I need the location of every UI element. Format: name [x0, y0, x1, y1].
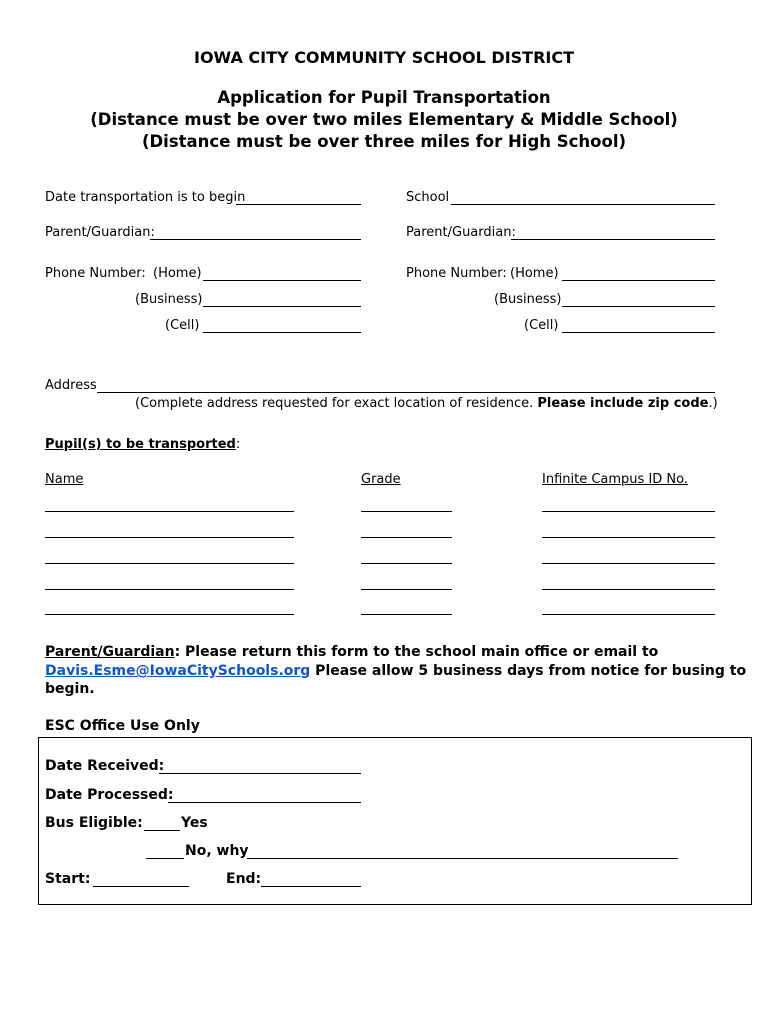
pupil-name-field[interactable] — [45, 614, 294, 615]
form-title: Application for Pupil Transportation — [217, 88, 551, 107]
bus-eligible-yes-field[interactable] — [144, 830, 180, 831]
address-note-zip: Please include zip code — [537, 396, 709, 411]
pupil-grade-field[interactable] — [361, 511, 452, 512]
return-note-line3: begin. — [45, 681, 95, 697]
end-label: End: — [226, 871, 262, 887]
start-field[interactable] — [93, 886, 189, 887]
date-processed-label: Date Processed: — [45, 787, 174, 803]
home-phone-label-right: (Home) — [510, 266, 559, 281]
parent-guardian-label-left: Parent/Guardian: — [45, 225, 155, 240]
address-field[interactable] — [97, 392, 715, 393]
return-note-text1: : Please return this form to the school main office or email to — [174, 644, 659, 660]
phone-number-label-left: Phone Number: — [45, 266, 146, 281]
cell-phone-field-left[interactable] — [203, 332, 361, 333]
pupil-id-field[interactable] — [542, 563, 715, 564]
parent-guardian-label-right: Parent/Guardian: — [406, 225, 516, 240]
date-begin-label: Date transportation is to begin — [45, 190, 246, 205]
pupil-grade-field[interactable] — [361, 537, 452, 538]
pupils-heading-colon: : — [235, 437, 241, 452]
form-subtitle-elementary: (Distance must be over two miles Elementary & Middle School) — [90, 110, 678, 129]
date-received-field[interactable] — [159, 773, 361, 774]
yes-label: Yes — [181, 815, 208, 831]
name-column-header: Name — [45, 472, 84, 487]
home-phone-field-right[interactable] — [562, 280, 715, 281]
office-use-heading: ESC Office Use Only — [45, 718, 200, 734]
bus-eligible-label: Bus Eligible: — [45, 815, 143, 831]
pupil-id-field[interactable] — [542, 537, 715, 538]
cell-phone-label-right: (Cell) — [524, 318, 559, 333]
date-received-label: Date Received: — [45, 758, 165, 774]
district-title: IOWA CITY COMMUNITY SCHOOL DISTRICT — [193, 48, 575, 67]
form-subtitle-high-school: (Distance must be over three miles for High School) — [141, 132, 627, 151]
address-note — [135, 396, 718, 412]
return-note-line1 — [45, 643, 658, 661]
start-label: Start: — [45, 871, 91, 887]
business-phone-field-left[interactable] — [203, 306, 361, 307]
parent-guardian-field-left[interactable] — [150, 239, 361, 240]
cell-phone-label-left: (Cell) — [165, 318, 200, 333]
school-field[interactable] — [451, 204, 715, 205]
pupil-name-field[interactable] — [45, 563, 294, 564]
parent-guardian-field-right[interactable] — [511, 239, 715, 240]
address-label: Address — [45, 378, 97, 393]
cell-phone-field-right[interactable] — [562, 332, 715, 333]
bus-eligible-no-field[interactable] — [146, 858, 184, 859]
return-note-line2 — [45, 662, 746, 680]
pupil-name-field[interactable] — [45, 511, 294, 512]
date-processed-field[interactable] — [168, 802, 361, 803]
campus-id-column-header: Infinite Campus ID No. — [542, 472, 689, 487]
grade-column-header: Grade — [361, 472, 401, 487]
phone-number-label-right: Phone Number: — [406, 266, 507, 281]
end-field[interactable] — [261, 886, 361, 887]
address-note-end: .) — [708, 396, 718, 411]
pupil-grade-field[interactable] — [361, 614, 452, 615]
school-label: School — [406, 190, 450, 205]
address-note-text: (Complete address requested for exact location of residence. — [135, 396, 534, 411]
business-phone-label-left: (Business) — [135, 292, 203, 307]
pupil-name-field[interactable] — [45, 589, 294, 590]
pupil-grade-field[interactable] — [361, 563, 452, 564]
no-why-label: No, why — [185, 843, 249, 859]
business-phone-field-right[interactable] — [562, 306, 715, 307]
pupil-id-field[interactable] — [542, 511, 715, 512]
home-phone-field-left[interactable] — [203, 280, 361, 281]
pupil-name-field[interactable] — [45, 537, 294, 538]
pupil-grade-field[interactable] — [361, 589, 452, 590]
no-why-field[interactable] — [247, 858, 678, 859]
home-phone-label-left: (Home) — [153, 266, 202, 281]
return-note-text2: Please allow 5 business days from notice for busing to — [310, 663, 747, 679]
pupil-id-field[interactable] — [542, 614, 715, 615]
return-note-label: Parent/Guardian — [45, 644, 175, 660]
pupils-heading-text: Pupil(s) to be transported — [45, 437, 236, 452]
business-phone-label-right: (Business) — [494, 292, 562, 307]
pupils-heading — [45, 437, 240, 453]
date-begin-field[interactable] — [236, 204, 361, 205]
email-link[interactable]: Davis.Esme@IowaCitySchools.org — [45, 663, 311, 679]
pupil-id-field[interactable] — [542, 589, 715, 590]
